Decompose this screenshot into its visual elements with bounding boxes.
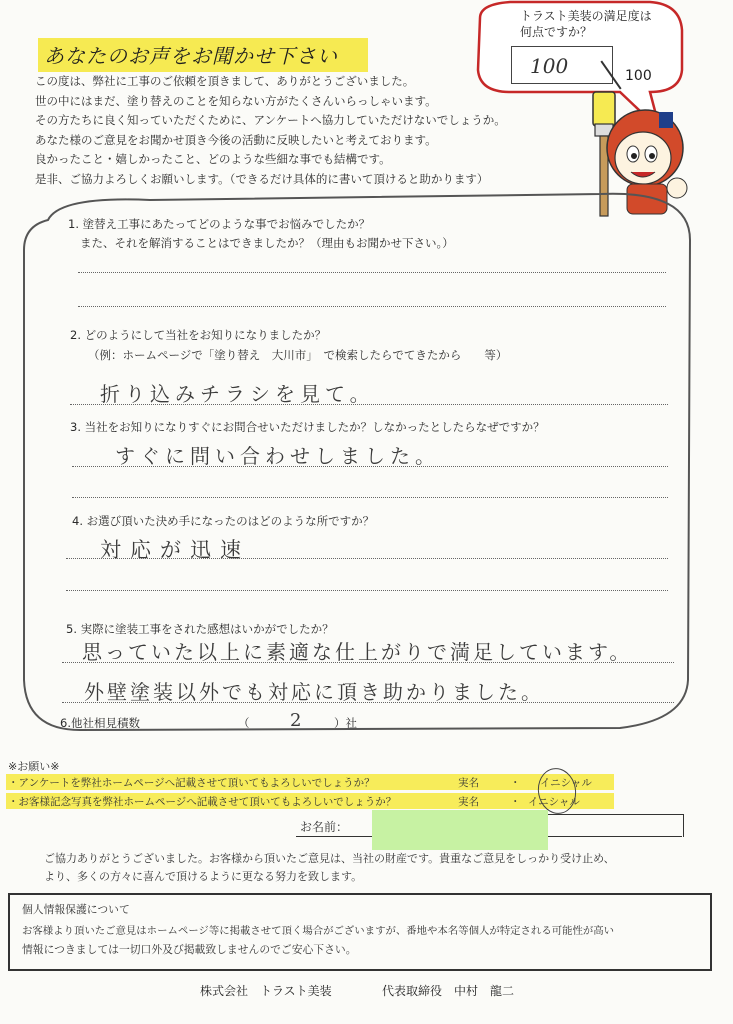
score-max: 100 xyxy=(625,68,652,84)
request-2-initial-option[interactable]: イニシャル xyxy=(528,796,580,808)
company-name: 株式会社 トラスト美装 xyxy=(200,984,332,998)
question-2: 2. どのようにして当社をお知りになりましたか？ xyxy=(70,328,327,342)
answer-4-handwriting: 対応が迅速 xyxy=(100,538,250,562)
request-1-real-name-option[interactable]: 実名 xyxy=(458,777,479,789)
q6-value[interactable]: 2 xyxy=(290,710,307,731)
thanks-text xyxy=(44,850,615,886)
representative-name: 代表取締役 中村 龍二 xyxy=(382,984,515,998)
request-2-separator: ・ xyxy=(510,796,521,808)
answer-line xyxy=(78,306,666,307)
intro-text xyxy=(35,72,506,189)
intro-line: この度は、弊社に工事のご依頼を頂きまして、ありがとうございました。 xyxy=(35,74,415,88)
answer-line xyxy=(72,497,668,498)
answer-3-handwriting: すぐに問い合わせしました。 xyxy=(115,444,440,468)
answer-line xyxy=(72,466,668,467)
q6-open-paren: （ xyxy=(238,716,250,730)
question-4: 4. お選び頂いた決め手になったのはどのような所ですか？ xyxy=(72,514,375,528)
intro-line: 良かったこと・嬉しかったこと、どのような些細な事でも結構です。 xyxy=(35,152,391,166)
intro-line: 世の中にはまだ、塗り替えのことを知らない方がたくさんいらっしゃいます。 xyxy=(35,93,437,108)
page-title: あなたのお声をお聞かせ下さい xyxy=(44,44,338,68)
question-3: 3. 当社をお知りになりすぐにお問合せいただけましたか？しなかったとしたらなぜですか？ xyxy=(70,420,545,434)
answer-2-handwriting: 折り込みチラシを見て。 xyxy=(100,382,375,406)
rating-question-line: トラスト美装の満足度は xyxy=(520,9,652,23)
question-2-sub: （例：ホームページで「塗り替え 大川市」 で検索したらでてきたから 等） xyxy=(88,348,508,362)
question-1: 1. 塗替え工事にあたってどのような事でお悩みでしたか？ xyxy=(68,217,371,231)
answer-line xyxy=(70,404,668,405)
privacy-line: お客様より頂いたご意見はホームページ等に掲載させて頂く場合がございますが、番地や本名等個人が特定される可能性が高い xyxy=(22,925,615,937)
request-1-initial-option[interactable]: イニシャル xyxy=(540,777,592,789)
answer-line xyxy=(78,272,666,273)
name-box-edge xyxy=(544,814,684,837)
answer-line xyxy=(62,702,674,703)
answer-line xyxy=(66,558,668,559)
q6-close-paren: ）社 xyxy=(334,716,357,730)
privacy-title: 個人情報保護について xyxy=(22,903,130,916)
question-1-sub: また、それを解消することはできましたか？（理由もお聞かせ下さい。） xyxy=(80,236,454,250)
intro-line: その方たちに良く知っていただくために、アンケートへ協力していただけないでしょうか。 xyxy=(35,113,506,127)
requests-heading: ※お願い※ xyxy=(8,760,60,773)
intro-line: 是非、ご協力よろしくお願いします。（できるだけ具体的に書いて頂けると助かります） xyxy=(35,171,489,186)
request-2-real-name-option[interactable]: 実名 xyxy=(458,796,479,808)
rating-question-line: 何点ですか？ xyxy=(520,25,593,39)
question-6: 6.他社相見積数 xyxy=(60,716,140,730)
privacy-line: 情報につきましては一切口外及び掲載致しませんのでご安心下さい。 xyxy=(22,943,357,956)
thanks-line: より、多くの方々に喜んで頂けるように更なる努力を致します。 xyxy=(44,870,363,883)
answer-5-handwriting-line2: 外壁塗装以外でも対応に頂き助かりました。 xyxy=(84,680,544,704)
request-2: ・お客様記念写真を弊社ホームページへ記載させて頂いてもよろしいでしょうか？ xyxy=(8,796,397,808)
request-1-separator: ・ xyxy=(510,777,521,789)
thanks-line: ご協力ありがとうございました。お客様から頂いたご意見は、当社の財産です。貴重なご意見をしっかり受け止め、 xyxy=(44,852,615,865)
rating-question xyxy=(520,8,652,40)
score-value: 100 xyxy=(530,54,569,78)
answer-line xyxy=(66,590,668,591)
answer-5-handwriting-line1: 思っていた以上に素適な仕上がりで満足しています。 xyxy=(82,640,633,664)
question-5: 5. 実際に塗装工事をされた感想はいかがでしたか？ xyxy=(66,622,334,636)
request-1: ・アンケートを弊社ホームページへ記載させて頂いてもよろしいでしょうか？ xyxy=(8,777,375,789)
answer-line xyxy=(62,662,674,663)
name-label: お名前： xyxy=(300,820,349,834)
name-privacy-mask xyxy=(372,810,548,850)
intro-line: あなた様のご意見をお聞かせ頂き今後の活動に反映したいと考えております。 xyxy=(35,132,437,147)
